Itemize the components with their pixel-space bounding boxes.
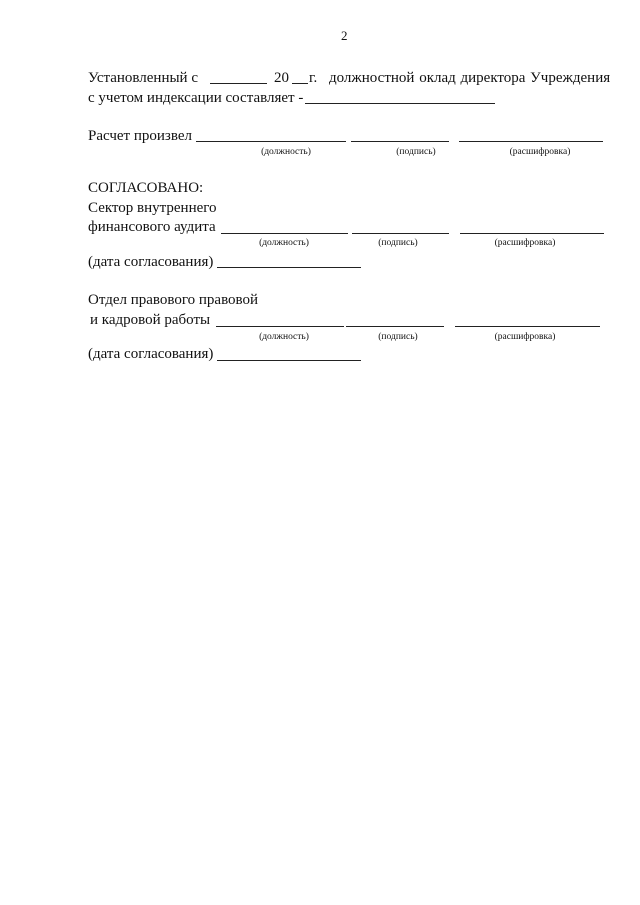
legal-caption-decode: (расшифровка) <box>494 332 556 342</box>
audit-caption-decode: (расшифровка) <box>494 238 556 248</box>
audit-signature-field[interactable] <box>352 233 449 234</box>
salary-line1-prefix: Установленный с <box>88 70 198 86</box>
legal-position-field[interactable] <box>216 326 344 327</box>
legal-date-label: (дата согласования) <box>88 346 214 362</box>
audit-date-label: (дата согласования) <box>88 254 214 270</box>
agreed-heading: СОГЛАСОВАНО: <box>88 180 204 196</box>
calc-label: Расчет произвел <box>88 128 192 144</box>
salary-amount-field[interactable] <box>305 103 495 104</box>
legal-caption-position: (должность) <box>259 332 309 342</box>
audit-caption-signature: (подпись) <box>378 238 418 248</box>
audit-date-field[interactable] <box>217 267 361 268</box>
salary-year-suffix: г. <box>309 70 318 86</box>
calc-caption-position: (должность) <box>261 147 311 157</box>
salary-line2-prefix: с учетом индексации составляет - <box>88 90 304 106</box>
legal-signature-field[interactable] <box>346 326 444 327</box>
audit-line2: финансового аудита <box>88 219 216 235</box>
legal-decode-field[interactable] <box>455 326 600 327</box>
calc-caption-decode: (расшифровка) <box>509 147 571 157</box>
audit-decode-field[interactable] <box>460 233 604 234</box>
legal-line1: Отдел правового правовой <box>88 292 259 308</box>
calc-signature-field[interactable] <box>351 141 449 142</box>
audit-caption-position: (должность) <box>259 238 309 248</box>
calc-decode-field[interactable] <box>459 141 603 142</box>
legal-caption-signature: (подпись) <box>378 332 418 342</box>
audit-position-field[interactable] <box>221 233 348 234</box>
calc-caption-signature: (подпись) <box>396 147 436 157</box>
salary-date-field[interactable] <box>210 83 267 84</box>
audit-line1: Сектор внутреннего <box>88 200 217 216</box>
page-number: 2 <box>341 28 348 43</box>
salary-line1-rest: должностной оклад директора Учреждения <box>329 70 611 86</box>
salary-year-field[interactable] <box>292 83 308 84</box>
salary-year: 20 <box>274 70 289 86</box>
legal-date-field[interactable] <box>217 360 361 361</box>
legal-line2: и кадровой работы <box>90 312 211 328</box>
calc-position-field[interactable] <box>196 141 346 142</box>
